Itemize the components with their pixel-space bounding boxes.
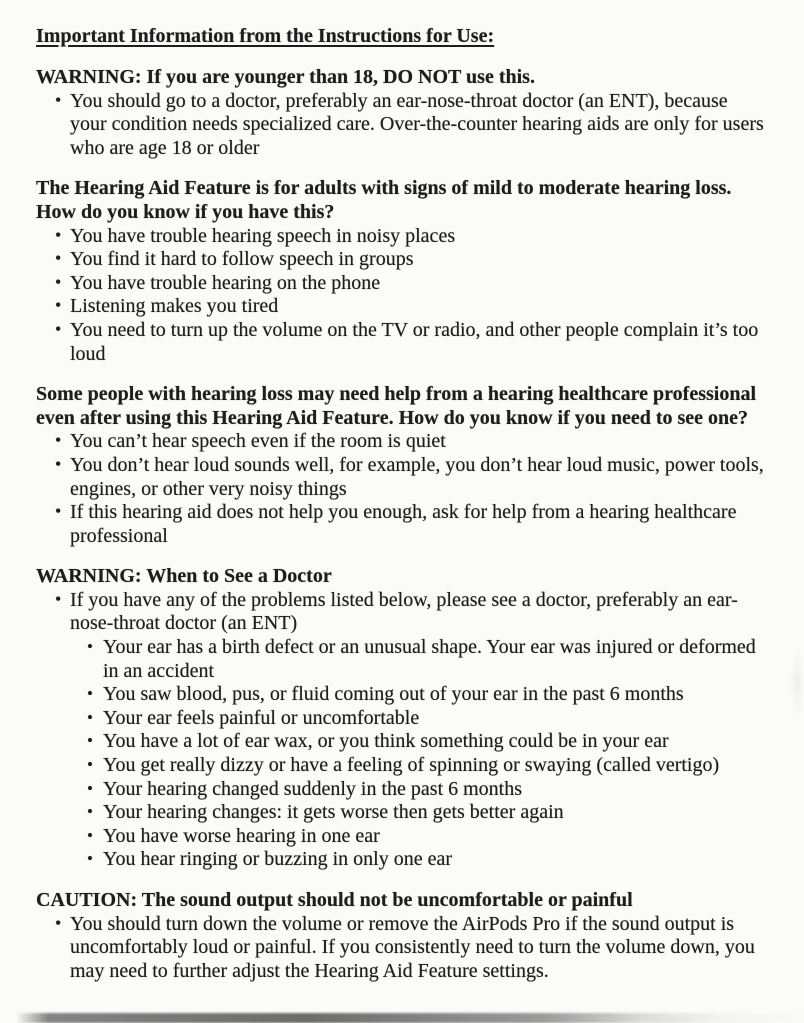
bullet-list xyxy=(36,225,768,367)
bullet-item: • You find it hard to follow speech in groups xyxy=(70,248,768,272)
bullet-item: • You have trouble hearing speech in noisy places xyxy=(70,225,768,249)
sub-bullet-item: • Your hearing changes: it gets worse then gets better again xyxy=(103,801,768,825)
sub-bullet-item: • Your ear feels painful or uncomfortable xyxy=(103,707,768,731)
bullet-item: • Listening makes you tired xyxy=(70,295,768,319)
sub-bullet-item: • You hear ringing or buzzing in only one ear xyxy=(103,848,768,872)
sub-bullet-item: • You have a lot of ear wax, or you think something could be in your ear xyxy=(103,730,768,754)
bullet-list xyxy=(36,589,768,872)
section-heading: Some people with hearing loss may need help from a hearing healthcare professional even after using this Hearing Aid Feature. How do you know if you need to see one? xyxy=(36,383,756,429)
section-mild-moderate-loss xyxy=(36,177,774,366)
section-heading: The Hearing Aid Feature is for adults with signs of mild to moderate hearing loss. How do you know if you have this? xyxy=(36,177,732,223)
sub-bullet-item: • Your hearing changed suddenly in the past 6 months xyxy=(103,778,768,802)
bullet-item: • You have trouble hearing on the phone xyxy=(70,272,768,296)
bullet-item: • You should go to a doctor, preferably an ear-nose-throat doctor (an ENT), because your condition needs specialized care. Over-the-counter hearing aids are only for users who are age 18 or older xyxy=(70,90,768,161)
section-heading: CAUTION: The sound output should not be uncomfortable or painful xyxy=(36,889,633,911)
bullet-item: • If this hearing aid does not help you enough, ask for help from a hearing healthcare professional xyxy=(70,501,768,548)
document-title: Important Information from the Instructions for Use: xyxy=(36,25,495,47)
bullet-item: • You can’t hear speech even if the room is quiet xyxy=(70,430,768,454)
sub-bullet-list xyxy=(70,636,768,872)
sub-bullet-item: • You have worse hearing in one ear xyxy=(103,825,768,849)
bullet-item: • You don’t hear loud sounds well, for example, you don’t hear loud music, power tools, engines, or other very noisy things xyxy=(70,454,768,501)
section-warning-under-18 xyxy=(36,66,774,160)
section-caution-sound-output xyxy=(36,889,774,983)
section-heading: WARNING: If you are younger than 18, DO NOT use this. xyxy=(36,66,535,88)
bullet-item xyxy=(70,589,768,872)
bullet-list xyxy=(36,90,768,161)
scan-artifact-band xyxy=(0,1013,804,1023)
bullet-item: • You should turn down the volume or remove the AirPods Pro if the sound output is uncomfortably loud or painful. If you consistently need to turn the volume down, you may need to further adjust the Hearing Aid Feature settings. xyxy=(70,913,768,984)
bullet-list xyxy=(36,913,768,984)
sub-bullet-item: • Your ear has a birth defect or an unusual shape. Your ear was injured or deformed in an accident xyxy=(103,636,768,683)
section-see-professional xyxy=(36,383,774,548)
sub-bullet-item: • You get really dizzy or have a feeling of spinning or swaying (called vertigo) xyxy=(103,754,768,778)
scan-smudge-artifact xyxy=(790,648,804,718)
bullet-item: • You need to turn up the volume on the TV or radio, and other people complain it’s too loud xyxy=(70,319,768,366)
section-warning-see-doctor xyxy=(36,565,774,872)
section-heading: WARNING: When to See a Doctor xyxy=(36,565,332,588)
bullet-list xyxy=(36,430,768,548)
bullet-text: If you have any of the problems listed below, please see a doctor, preferably an ear-nose-throat doctor (an ENT) xyxy=(70,588,738,635)
sub-bullet-item: • You saw blood, pus, or fluid coming out of your ear in the past 6 months xyxy=(103,683,768,707)
